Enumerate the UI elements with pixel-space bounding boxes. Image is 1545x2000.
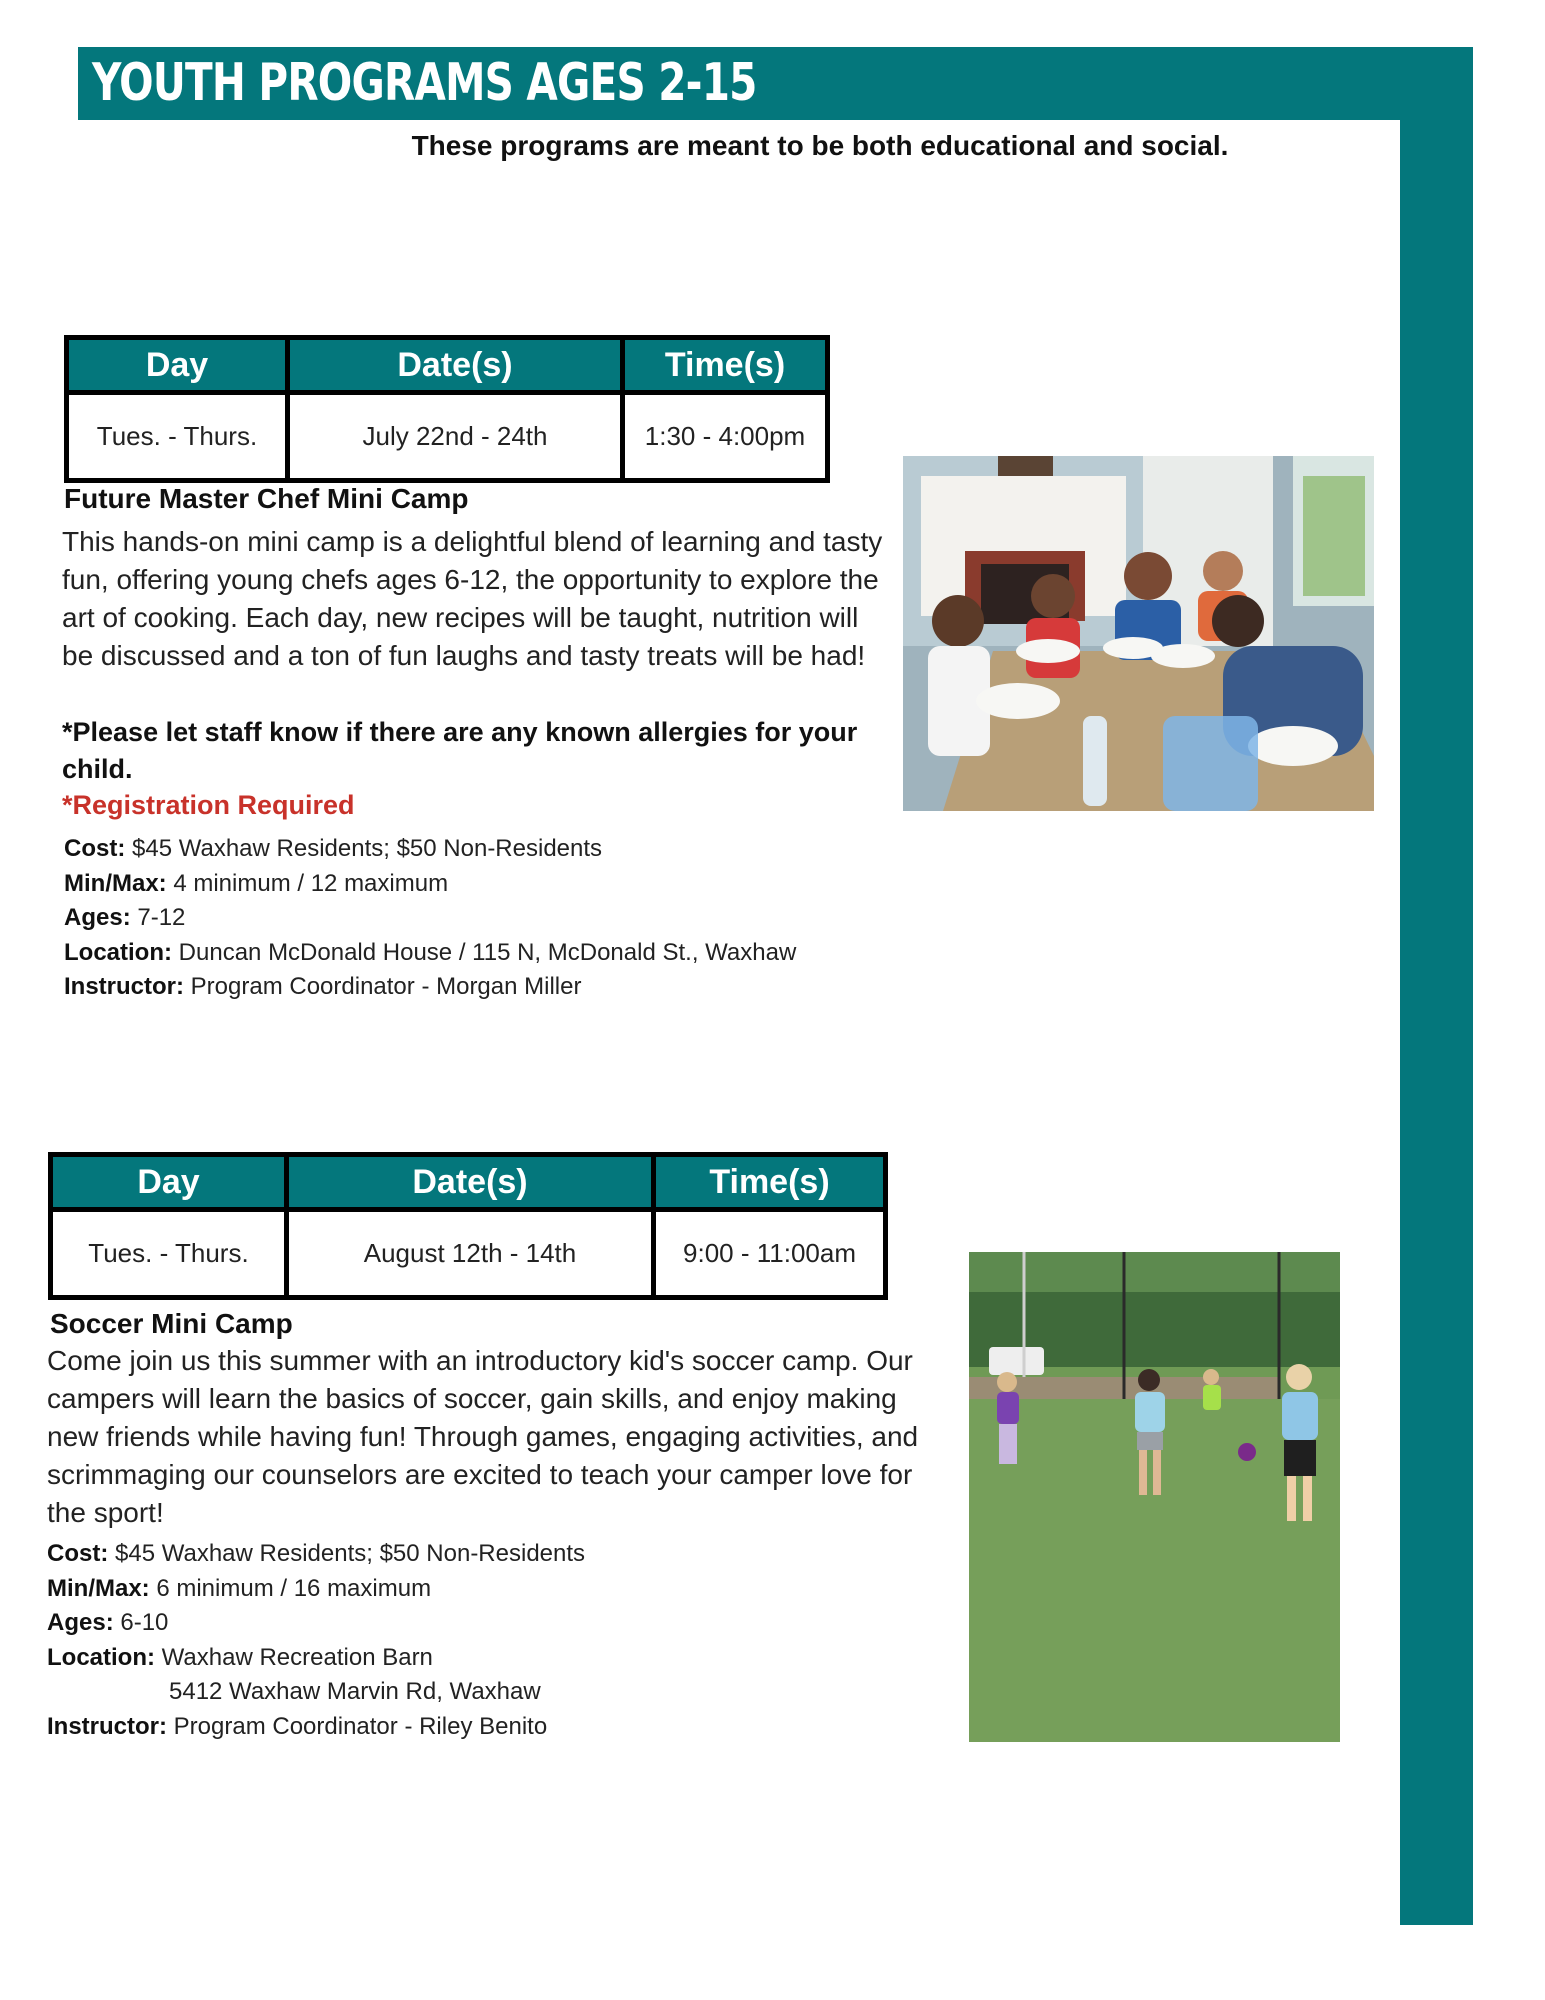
registration-required: *Registration Required	[62, 790, 355, 820]
program-details-chef-camp	[64, 832, 944, 1005]
minmax-line: Min/Max: 6 minimum / 16 maximum	[47, 1574, 432, 1602]
program-details-soccer-camp	[47, 1537, 947, 1744]
day-header: Day	[67, 338, 288, 393]
location-line-2: 5412 Waxhaw Marvin Rd, Waxhaw	[169, 1678, 541, 1705]
cost-line: Cost: $45 Waxhaw Residents; $50 Non-Residents	[64, 835, 603, 862]
dates-header: Date(s)	[287, 1155, 654, 1210]
times-cell: 9:00 - 11:00am	[654, 1210, 886, 1298]
dates-cell: August 12th - 14th	[287, 1210, 654, 1298]
dates-cell: July 22nd - 24th	[288, 393, 623, 481]
cooking-camp-photo	[903, 456, 1374, 811]
instructor-line: Instructor: Program Coordinator - Morgan Miller	[64, 973, 582, 1000]
schedule-header-row	[51, 1155, 886, 1210]
program-title-soccer-camp: Soccer Mini Camp	[50, 1308, 293, 1339]
program-title-chef-camp: Future Master Chef Mini Camp	[64, 483, 469, 514]
header-banner	[78, 47, 1473, 120]
cost-line: Cost: $45 Waxhaw Residents; $50 Non-Residents	[47, 1540, 586, 1567]
day-cell: Tues. - Thurs.	[67, 393, 288, 481]
soccer-camp-photo	[969, 1252, 1340, 1742]
page-subtitle: These programs are meant to be both educational and social.	[411, 130, 1229, 161]
program-description-soccer-camp: Come join us this summer with an introductory kid's soccer camp. Our campers will learn the basics of soccer, gain skills, and enjoy making new friends while having fun! Through games, engaging activities, and scrimmaging our counselors are excited to teach your camper love for the sport!	[47, 1345, 919, 1528]
schedule-header-row	[67, 338, 828, 393]
side-accent-bar	[1400, 120, 1473, 1925]
dates-header: Date(s)	[288, 338, 623, 393]
times-header: Time(s)	[654, 1155, 886, 1210]
location-line: Location: Waxhaw Recreation Barn	[47, 1643, 433, 1671]
day-cell: Tues. - Thurs.	[51, 1210, 287, 1298]
page-title: YOUTH PROGRAMS AGES 2-15	[92, 53, 757, 113]
location-line: Location: Duncan McDonald House / 115 N, McDonald St., Waxhaw	[64, 938, 797, 966]
instructor-line: Instructor: Program Coordinator - Riley Benito	[47, 1712, 548, 1740]
minmax-line: Min/Max: 4 minimum / 12 maximum	[64, 869, 449, 897]
times-header: Time(s)	[623, 338, 828, 393]
schedule-row	[67, 393, 828, 481]
ages-line: Ages: 7-12	[64, 904, 186, 931]
schedule-table-chef-camp	[64, 335, 830, 483]
schedule-table-soccer-camp	[48, 1152, 888, 1300]
day-header: Day	[51, 1155, 287, 1210]
allergy-note: *Please let staff know if there are any known allergies for your child.	[62, 717, 858, 784]
ages-line: Ages: 6-10	[47, 1609, 169, 1636]
program-description-chef-camp: This hands-on mini camp is a delightful blend of learning and tasty fun, offering young chefs ages 6-12, the opportunity to explore the art of cooking. Each day, new recipes will be taught, nutrition will be discussed and a ton of fun laughs and tasty treats will be had!	[62, 526, 883, 671]
times-cell: 1:30 - 4:00pm	[623, 393, 828, 481]
schedule-row	[51, 1210, 886, 1298]
